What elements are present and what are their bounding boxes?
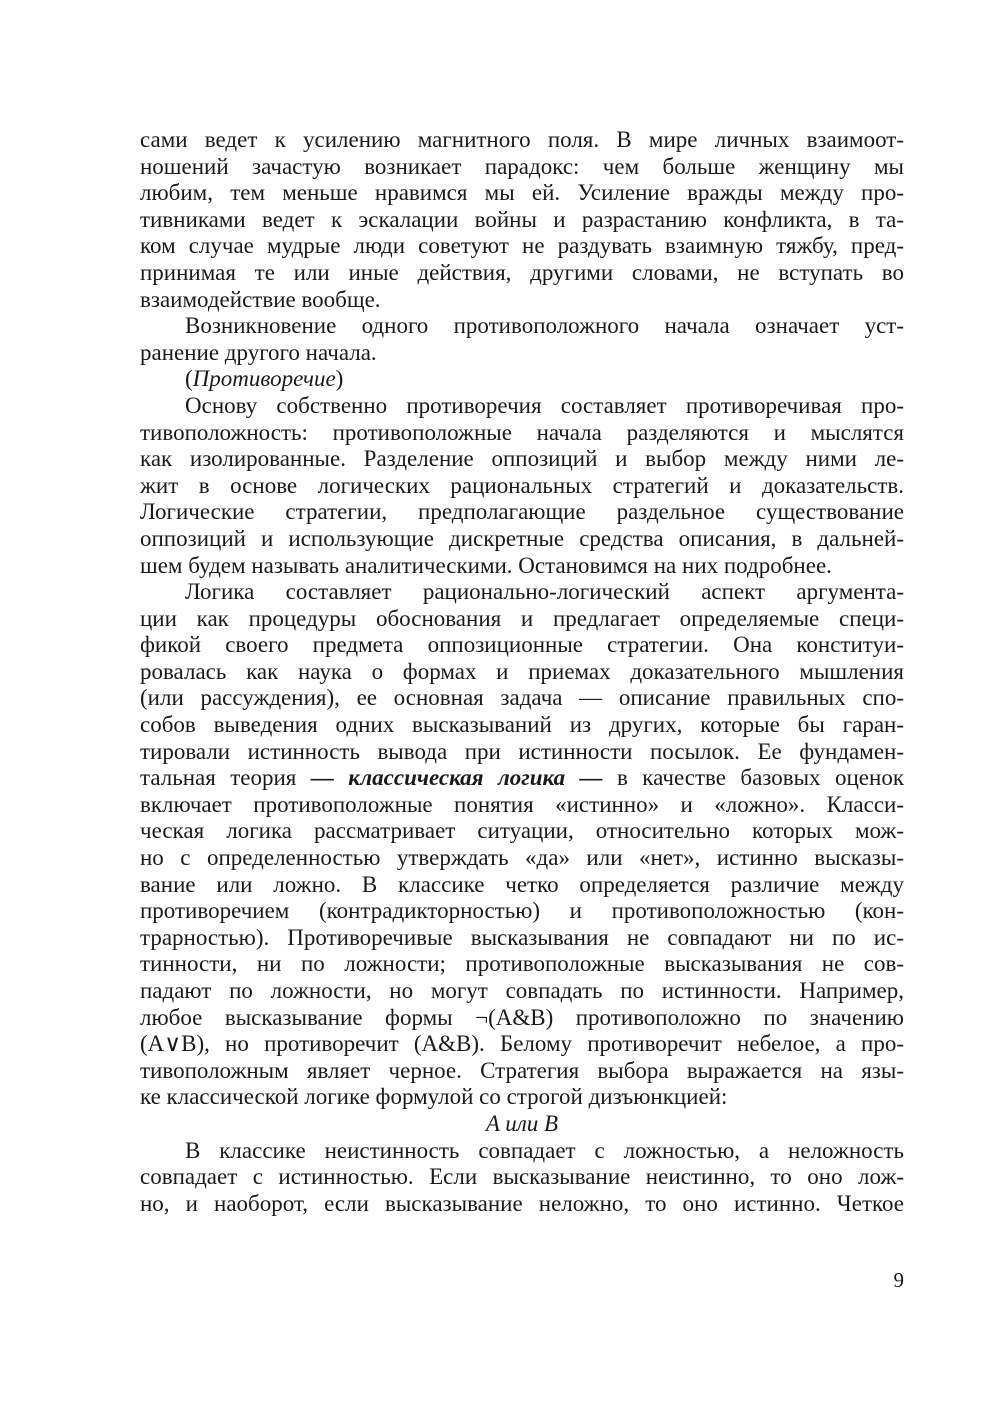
paragraph-4: [140, 579, 904, 1111]
text-run: тальная теория: [140, 765, 311, 791]
text-line: любое высказывание формы ¬(A&B) противоположно по значению: [140, 1004, 904, 1030]
body-text: [140, 127, 904, 1217]
paragraph-5: [140, 1138, 904, 1218]
text-line: тивоположным являет черное. Стратегия выбора выражается на язы-: [140, 1057, 904, 1083]
text-line: падают по ложности, но могут совпадать по истинности. Например,: [140, 978, 904, 1003]
text-line: ке классической логике формулой со строгой дизъюнкцией:: [140, 1084, 728, 1110]
formula: A или B: [485, 1110, 559, 1136]
text-line: Возникновение одного противоположного начала означает уст-: [185, 313, 904, 339]
paragraph-3: [140, 393, 904, 579]
text-line: совпадает с истинностью. Если высказывание неистинно, то оно лож-: [140, 1164, 904, 1190]
text-line: включает противоположные понятия «истинно» и «ложно». Класси-: [140, 791, 904, 817]
text-line: В классике неистинность совпадает с ложностью, а неложность: [185, 1137, 904, 1163]
page-number: 9: [893, 1268, 904, 1292]
text-line: шем будем называть аналитическими. Остановимся на них подробнее.: [140, 552, 832, 578]
text-line: ции как процедуры обоснования и предлагает определяемые специ-: [140, 605, 904, 631]
text-line-emphasis: [140, 765, 904, 792]
text-line: ровалась как наука о формах и приемах доказательного мышления: [140, 658, 904, 684]
text-line: жит в основе логических рациональных стратегий и доказательств.: [140, 472, 904, 498]
text-line: трарностью). Противоречивые высказывания не совпадают ни по ис-: [140, 924, 904, 950]
text-line: Логические стратегии, предполагающие раздельное существование: [140, 499, 904, 525]
text-run: в качестве базовых оценок: [602, 765, 904, 791]
text-line: тинности, ни по ложности; противоположные высказывания не сов-: [140, 951, 904, 977]
text-line: любим, тем меньше нравимся мы ей. Усиление вражды между про-: [140, 180, 904, 206]
text-line: тировали истинность вывода при истинности посылок. Ее фундамен-: [140, 738, 904, 764]
text-line: собов выведения одних высказываний из других, которые бы гаран-: [140, 712, 904, 738]
text-line: (или рассуждения), ее основная задача — описание правильных спо-: [140, 685, 904, 711]
text-line: принимая те или иные действия, другими словами, не вступать во: [140, 259, 904, 285]
text-line: фикой своего предмета оппозиционные стратегии. Она конституи-: [140, 632, 904, 658]
text-line: ранение другого начала.: [140, 339, 377, 365]
emphasis-term: — классическая логика —: [310, 765, 603, 791]
text-line: тивниками ведет к эскалации войны и разрастанию конфликта, в та-: [140, 206, 904, 232]
text-line: как изолированные. Разделение оппозиций и выбор между ними ле-: [140, 446, 904, 472]
text-line: Основу собственно противоречия составляет противоречивая про-: [185, 392, 904, 418]
text-line: ком случае мудрые люди советуют не раздувать взаимную тяжбу, пред-: [140, 233, 904, 259]
text-line: оппозиций и использующие дискретные средства описания, в дальней-: [140, 525, 904, 551]
section-label-line: [140, 366, 904, 393]
text-line: сами ведет к усилению магнитного поля. В мире личных взаимоот-: [140, 127, 904, 152]
text-line: (A∨B), но противоречит (A&B). Белому противоречит небелое, а про-: [140, 1031, 904, 1057]
formula-block: [140, 1111, 904, 1138]
section-label-italic: Противоречие: [192, 366, 336, 392]
text-line: вание или ложно. В классике четко определяется различие между: [140, 871, 904, 897]
open-paren: (: [185, 366, 193, 392]
text-line: но с определенностью утверждать «да» или «нет», истинно высказы-: [140, 845, 904, 871]
text-line: противоречием (контрадикторностью) и противоположностью (кон-: [140, 898, 904, 924]
paragraph-2: [140, 313, 904, 366]
text-line: взаимодействие вообще.: [140, 286, 381, 312]
text-line: ческая логика рассматривает ситуации, относительно которых мож-: [140, 818, 904, 844]
text-line: но, и наоборот, если высказывание неложно, то оно истинно. Четкое: [140, 1190, 904, 1216]
section-label: [140, 366, 904, 393]
paragraph-1: [140, 127, 904, 313]
close-paren: ): [335, 366, 344, 392]
text-line: Логика составляет рационально-логический аспект аргумента-: [185, 579, 904, 605]
text-line: ношений зачастую возникает парадокс: чем больше женщину мы: [140, 153, 904, 179]
text-line: тивоположность: противоположные начала разделяются и мыслятся: [140, 419, 904, 445]
